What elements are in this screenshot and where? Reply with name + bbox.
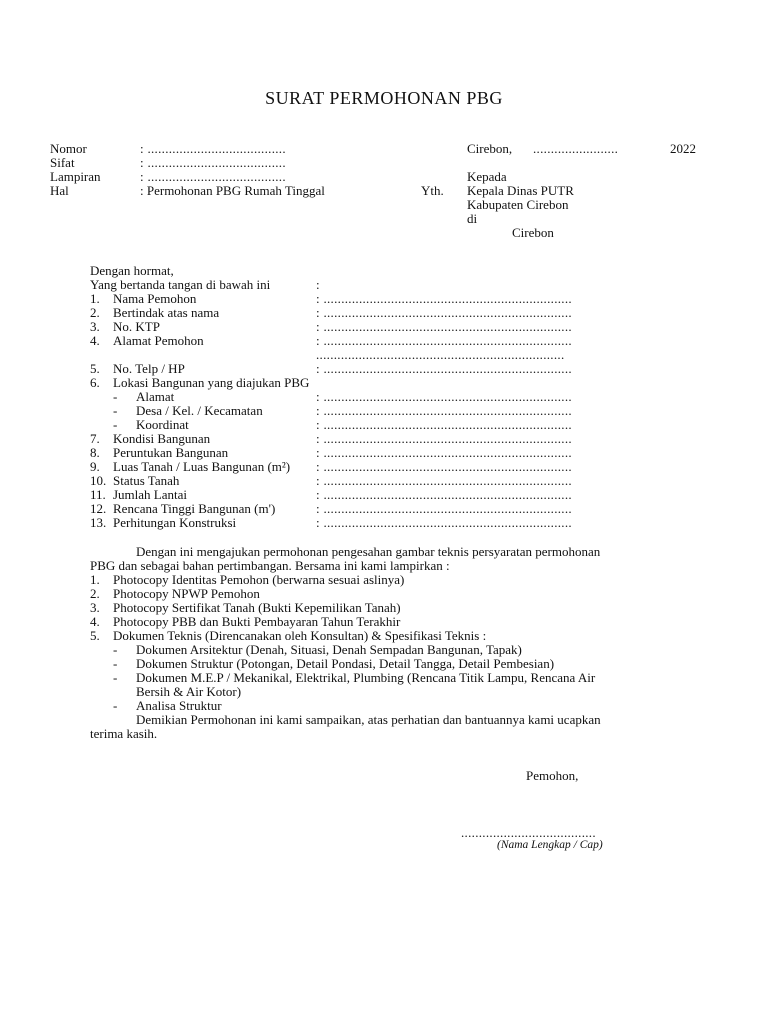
field-dash: - bbox=[113, 403, 118, 418]
sub-attachment-text: Dokumen Struktur (Potongan, Detail Pondasi, Detail Tangga, Detail Pembesian) bbox=[136, 656, 555, 671]
field-value: : ...................................................................... bbox=[316, 501, 572, 516]
sifat-value: : ....................................... bbox=[140, 155, 286, 170]
undersigned-colon: : bbox=[316, 277, 320, 292]
nomor-value: : ....................................... bbox=[140, 141, 286, 156]
field-label: Kondisi Bangunan bbox=[113, 431, 211, 446]
sifat-label: Sifat bbox=[50, 155, 75, 170]
field-value: : ...................................................................... bbox=[316, 361, 572, 376]
field-label: Status Tanah bbox=[113, 473, 180, 488]
field-value: : ...................................................................... bbox=[316, 445, 572, 460]
body-paragraph-line-1: Dengan ini mengajukan permohonan pengesahan gambar teknis persyaratan permohonan bbox=[136, 544, 601, 559]
field-label: No. Telp / HP bbox=[113, 361, 185, 376]
field-num: 6. bbox=[90, 375, 100, 390]
field-value: : ...................................................................... bbox=[316, 389, 572, 404]
recipient-title: Kepala Dinas PUTR bbox=[467, 183, 574, 198]
hal-label: Hal bbox=[50, 183, 69, 198]
field-num: 12. bbox=[90, 501, 107, 516]
field-label: Lokasi Bangunan yang diajukan PBG bbox=[113, 375, 310, 390]
field-value: : ...................................................................... bbox=[316, 319, 572, 334]
field-num: 5. bbox=[90, 361, 100, 376]
field-value: : ...................................................................... bbox=[316, 459, 572, 474]
field-num: 2. bbox=[90, 305, 100, 320]
body-paragraph-line-2: PBG dan sebagai bahan pertimbangan. Bersama ini kami lampirkan : bbox=[90, 558, 450, 573]
field-value: : ...................................................................... bbox=[316, 333, 572, 348]
lampiran-label: Lampiran bbox=[50, 169, 101, 184]
field-label: No. KTP bbox=[113, 319, 160, 334]
field-label: Alamat Pemohon bbox=[113, 333, 204, 348]
lampiran-value: : ....................................... bbox=[140, 169, 286, 184]
closing-line-2: terima kasih. bbox=[90, 726, 158, 741]
field-label: Desa / Kel. / Kecamatan bbox=[136, 403, 263, 418]
field-num: 13. bbox=[90, 515, 107, 530]
field-num: 8. bbox=[90, 445, 100, 460]
page-title: SURAT PERMOHONAN PBG bbox=[265, 88, 503, 108]
signature-line: ...................................... bbox=[461, 825, 596, 840]
field-label: Rencana Tinggi Bangunan (m') bbox=[113, 501, 276, 516]
attachment-text: Photocopy Sertifikat Tanah (Bukti Kepemilikan Tanah) bbox=[113, 600, 401, 615]
attachment-text: Dokumen Teknis (Direncanakan oleh Konsultan) & Spesifikasi Teknis : bbox=[113, 628, 487, 643]
field-num: 10. bbox=[90, 473, 107, 488]
field-num: 1. bbox=[90, 291, 100, 306]
di-label: di bbox=[467, 211, 478, 226]
sub-attachment-text: Dokumen Arsitektur (Denah, Situasi, Denah Sempadan Bangunan, Tapak) bbox=[136, 642, 522, 657]
field-label: Koordinat bbox=[136, 417, 189, 432]
field-value: : ...................................................................... bbox=[316, 417, 572, 432]
field-value: : ...................................................................... bbox=[316, 473, 572, 488]
year: 2022 bbox=[670, 141, 696, 156]
field-dash: - bbox=[113, 389, 118, 404]
field-value: : ...................................................................... bbox=[316, 431, 572, 446]
sub-attachment-dash: - bbox=[113, 656, 118, 671]
field-label: Perhitungan Konstruksi bbox=[113, 515, 237, 530]
attachment-text: Photocopy NPWP Pemohon bbox=[113, 586, 260, 601]
sub-attachment-text-continued: Bersih & Air Kotor) bbox=[136, 684, 242, 699]
signature-caption: (Nama Lengkap / Cap) bbox=[497, 839, 603, 851]
sub-attachment-dash: - bbox=[113, 670, 118, 685]
attachment-num: 3. bbox=[90, 600, 100, 615]
field-value: : ...................................................................... bbox=[316, 291, 572, 306]
recipient-region: Kabupaten Cirebon bbox=[467, 197, 569, 212]
field-value: : ...................................................................... bbox=[316, 305, 572, 320]
field-label: Nama Pemohon bbox=[113, 291, 197, 306]
attachment-text: Photocopy Identitas Pemohon (berwarna sesuai aslinya) bbox=[113, 572, 405, 587]
sub-attachment-text: Dokumen M.E.P / Mekanikal, Elektrikal, Plumbing (Rencana Titik Lampu, Rencana Air bbox=[136, 670, 596, 685]
recipient-city: Cirebon bbox=[512, 225, 554, 240]
field-label: Peruntukan Bangunan bbox=[113, 445, 229, 460]
field-label: Luas Tanah / Luas Bangunan (m²) bbox=[113, 459, 291, 474]
attachment-num: 2. bbox=[90, 586, 100, 601]
field-num: 7. bbox=[90, 431, 100, 446]
nomor-label: Nomor bbox=[50, 141, 87, 156]
field-value-continued: ...................................................................... bbox=[316, 347, 565, 362]
undersigned-text: Yang bertanda tangan di bawah ini bbox=[90, 277, 271, 292]
field-num: 3. bbox=[90, 319, 100, 334]
field-value: : ...................................................................... bbox=[316, 515, 572, 530]
field-dash: - bbox=[113, 417, 118, 432]
attachment-text: Photocopy PBB dan Bukti Pembayaran Tahun Terakhir bbox=[113, 614, 401, 629]
attachment-num: 5. bbox=[90, 628, 100, 643]
field-value: : ...................................................................... bbox=[316, 403, 572, 418]
kepada-label: Kepada bbox=[467, 169, 507, 184]
field-label: Jumlah Lantai bbox=[113, 487, 188, 502]
city-date-label: Cirebon, bbox=[467, 141, 513, 156]
field-value: : ...................................................................... bbox=[316, 487, 572, 502]
field-label: Alamat bbox=[136, 389, 175, 404]
sub-attachment-text: Analisa Struktur bbox=[136, 698, 222, 713]
attachment-num: 1. bbox=[90, 572, 100, 587]
signature-label: Pemohon, bbox=[526, 768, 579, 783]
date-dots: ........................ bbox=[533, 141, 619, 156]
field-num: 11. bbox=[90, 487, 106, 502]
yth-label: Yth. bbox=[421, 183, 444, 198]
field-num: 4. bbox=[90, 333, 100, 348]
attachment-num: 4. bbox=[90, 614, 100, 629]
field-label: Bertindak atas nama bbox=[113, 305, 220, 320]
greeting: Dengan hormat, bbox=[90, 263, 174, 278]
closing-line-1: Demikian Permohonan ini kami sampaikan, atas perhatian dan bantuannya kami ucapkan bbox=[136, 712, 601, 727]
sub-attachment-dash: - bbox=[113, 698, 118, 713]
sub-attachment-dash: - bbox=[113, 642, 118, 657]
field-num: 9. bbox=[90, 459, 100, 474]
hal-value: : Permohonan PBG Rumah Tinggal bbox=[140, 183, 325, 198]
